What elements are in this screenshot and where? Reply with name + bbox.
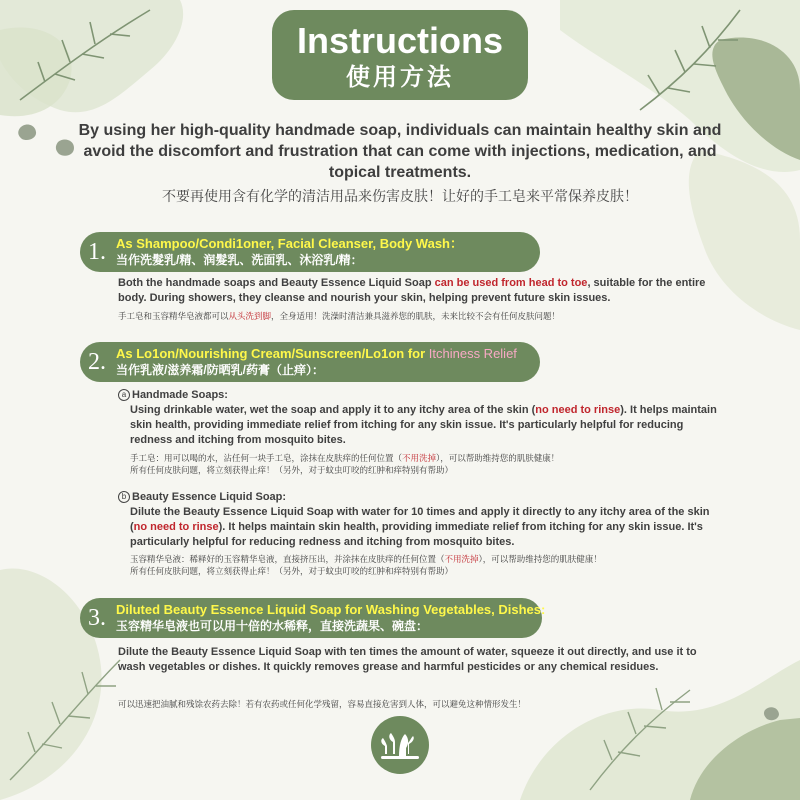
section-3-number: 3. <box>88 605 106 631</box>
subsection-a-body: Using drinkable water, wet the soap and apply it to any itchy area of the skin (no need to rinse). It helps maintain skin health, providing immediate relief from itching for any skin issue. It's particularly helpful for reducing redness and itching from mosquito bites. <box>130 404 717 446</box>
section-3-title-chinese: 玉容精华皂液也可以用十倍的水稀释，直接洗蔬果、碗盘： <box>116 619 429 633</box>
section-2-title-highlight: Itchiness Relief <box>428 346 517 361</box>
subsection-b-body: Dilute the Beauty Essence Liquid Soap with water for 10 times and apply it directly to any itchy area of the skin (no need to rinse). It helps maintain skin health, providing immediate relief from itching for any skin issue. It's particularly helpful for reducing redness and itching from mosquito bites. <box>130 506 710 548</box>
sprout-icon <box>371 716 429 774</box>
section-3-body: Dilute the Beauty Essence Liquid Soap with ten times the amount of water, squeeze it out directly, and use it to wash vegetables or dishes. It quickly removes grease and harmful pesticides or any chemical residues. <box>118 646 697 673</box>
page-title: Instructions <box>296 20 503 61</box>
brand-logo <box>371 716 429 774</box>
section-1-body: Both the handmade soaps and Beauty Essence Liquid Soap can be used from head to toe, suitable for the entire body. During showers, they cleanse and nourish your skin, helping prevent future skin issues. <box>118 277 706 304</box>
subsection-a-heading: a Handmade Soaps: <box>118 388 228 403</box>
section-1-body-chinese: 手工皂和玉容精华皂液都可以从头洗到脚，全身适用！洗澡时清洁兼具滋养您的肌肤，未来比较不会有任何皮肤问题！ <box>118 311 561 321</box>
section-2-number: 2. <box>88 349 106 375</box>
section-2-title: As Lo1on/Nourishing Cream/Sunscreen/Lo1on for Itchiness Relief <box>116 346 517 361</box>
section-2-header <box>80 342 540 382</box>
page-title-chinese: 使用方法 <box>346 64 454 91</box>
subsection-b-body-chinese: 玉容精华皂液：稀释好的玉容精华皂液，直接挤压出，并涂抹在皮肤痒的任何位置（不用洗掉），可以帮助维持您的肌肤健康！ 所有任何皮肤问题，将立刻获得止痒！（另外，对于蚊虫叮咬的红肿和痒特别有帮助） <box>130 554 602 576</box>
section-3-title: Diluted Beauty Essence Liquid Soap for Washing Vegetables, Dishes: <box>116 602 546 617</box>
section-1-header <box>80 232 540 272</box>
intro-chinese: 不要再使用含有化学的清洁用品来伤害皮肤！让好的手工皂来平常保养皮肤！ <box>162 188 638 204</box>
section-1-number: 1. <box>88 239 106 265</box>
section-1-highlight: can be used from head to toe <box>434 277 588 289</box>
subsection-b-heading: b Beauty Essence Liquid Soap: <box>118 490 286 505</box>
section-1-title: As Shampoo/Condi1oner, Facial Cleanser, Body Wash： <box>116 236 463 251</box>
subsection-a-body-chinese: 手工皂：用可以喝的水，沾任何一块手工皂，涂抹在皮肤痒的任何位置（不用洗掉），可以帮助维持您的肌肤健康！ 所有任何皮肤问题，将立刻获得止痒！（另外，对于蚊虫叮咬的红肿和痒特别有帮助） <box>130 453 560 475</box>
section-2-title-chinese: 当作乳液/滋养霜/防晒乳/药膏（止痒）： <box>116 363 325 377</box>
section-3-header <box>80 598 546 638</box>
subsection-a-marker: a <box>118 389 130 401</box>
intro-english: By using her high-quality handmade soap, individuals can maintain healthy skin and avoid the discomfort and frustration that can come with injections, medication, and topical treatments. <box>78 122 722 181</box>
subsection-b-marker: b <box>118 491 130 503</box>
title-banner <box>272 10 528 100</box>
section-1-title-chinese: 当作洗髮乳/精、润髮乳、洗面乳、沐浴乳/精： <box>116 253 363 267</box>
section-3-body-chinese: 可以迅速把油腻和残馀农药去除！若有农药或任何化学残留，容易直接危害到人体，可以避免这种情形发生！ <box>118 699 527 709</box>
